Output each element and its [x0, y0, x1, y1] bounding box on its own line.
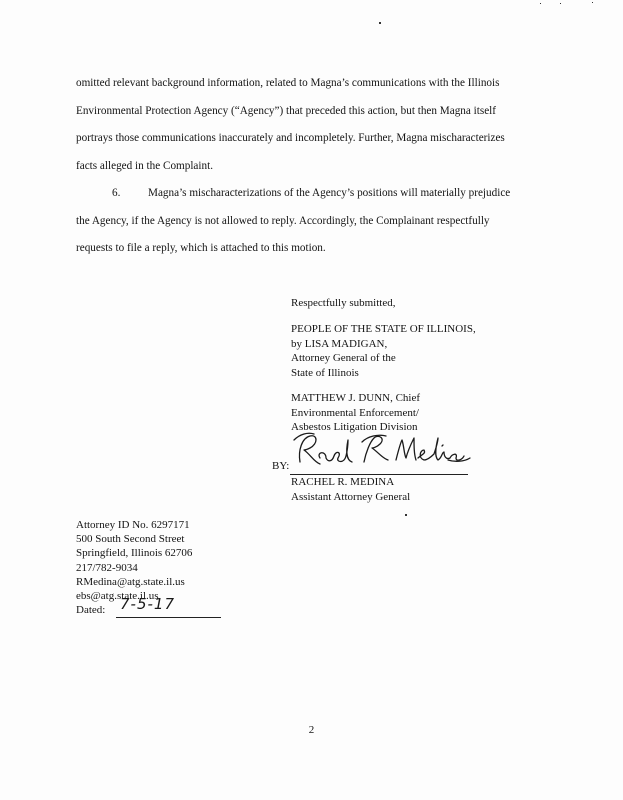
paragraph-number: 6. — [112, 187, 121, 199]
paragraph-line: omitted relevant background information, related to Magna’s communications with the Illinois — [76, 77, 500, 89]
by-label: BY: — [272, 460, 290, 472]
paragraph-line: Environmental Protection Agency (“Agency”) that preceded this action, but then Magna itself — [76, 104, 497, 117]
division-line: Asbestos Litigation Division — [291, 421, 418, 433]
paragraph-line: the Agency, if the Agency is not allowed to reply. Accordingly, the Complainant respectfully — [76, 214, 490, 227]
paragraph-line: facts alleged in the Complaint. — [76, 159, 214, 172]
party-line: State of Illinois — [291, 366, 359, 379]
paragraph-line: requests to file a reply, which is attached to this motion. — [76, 242, 326, 254]
handwritten-signature — [292, 432, 472, 476]
signer-title: Assistant Attorney General — [291, 490, 411, 503]
signer-block — [291, 475, 410, 504]
scan-speck — [379, 22, 381, 24]
page-number: 2 — [308, 724, 315, 736]
paragraph-line-text: Magna’s mischaracterizations of the Agency’s positions will materially prejudice — [148, 187, 511, 199]
dated-label: Dated: — [76, 604, 106, 617]
scan-speck — [540, 3, 541, 4]
email-address: ebs@atg.state.il.us — [76, 590, 159, 603]
division-block — [291, 391, 420, 435]
signature-row — [272, 440, 472, 480]
dated-value: 7-5-17 — [120, 595, 175, 614]
attorney-id: Attorney ID No. 6297171 — [76, 519, 190, 531]
party-line: PEOPLE OF THE STATE OF ILLINOIS, — [291, 323, 476, 335]
dated-line — [116, 617, 221, 618]
scan-speck — [405, 514, 407, 516]
scan-speck — [560, 3, 561, 4]
signer-name: RACHEL R. MEDINA — [291, 476, 395, 488]
paragraph-line — [76, 180, 556, 208]
city-address: Springfield, Illinois 62706 — [76, 547, 193, 560]
division-line: MATTHEW J. DUNN, Chief — [291, 392, 421, 404]
scan-speck — [592, 2, 593, 3]
party-line: by LISA MADIGAN, — [291, 337, 388, 350]
contact-block — [76, 518, 192, 617]
phone-number: 217/782-9034 — [76, 561, 138, 574]
closing: Respectfully submitted, — [291, 297, 396, 309]
email-address: RMedina@atg.state.il.us — [76, 575, 185, 588]
paragraph-5-continuation — [76, 70, 556, 180]
street-address: 500 South Second Street — [76, 533, 185, 546]
party-line: Attorney General of the — [291, 352, 396, 364]
paragraph-line: portrays those communications inaccurately and incompletely. Further, Magna mischaracterizes — [76, 132, 505, 144]
division-line: Environmental Enforcement/ — [291, 406, 419, 419]
party-block — [291, 322, 476, 380]
paragraph-6 — [76, 180, 556, 263]
